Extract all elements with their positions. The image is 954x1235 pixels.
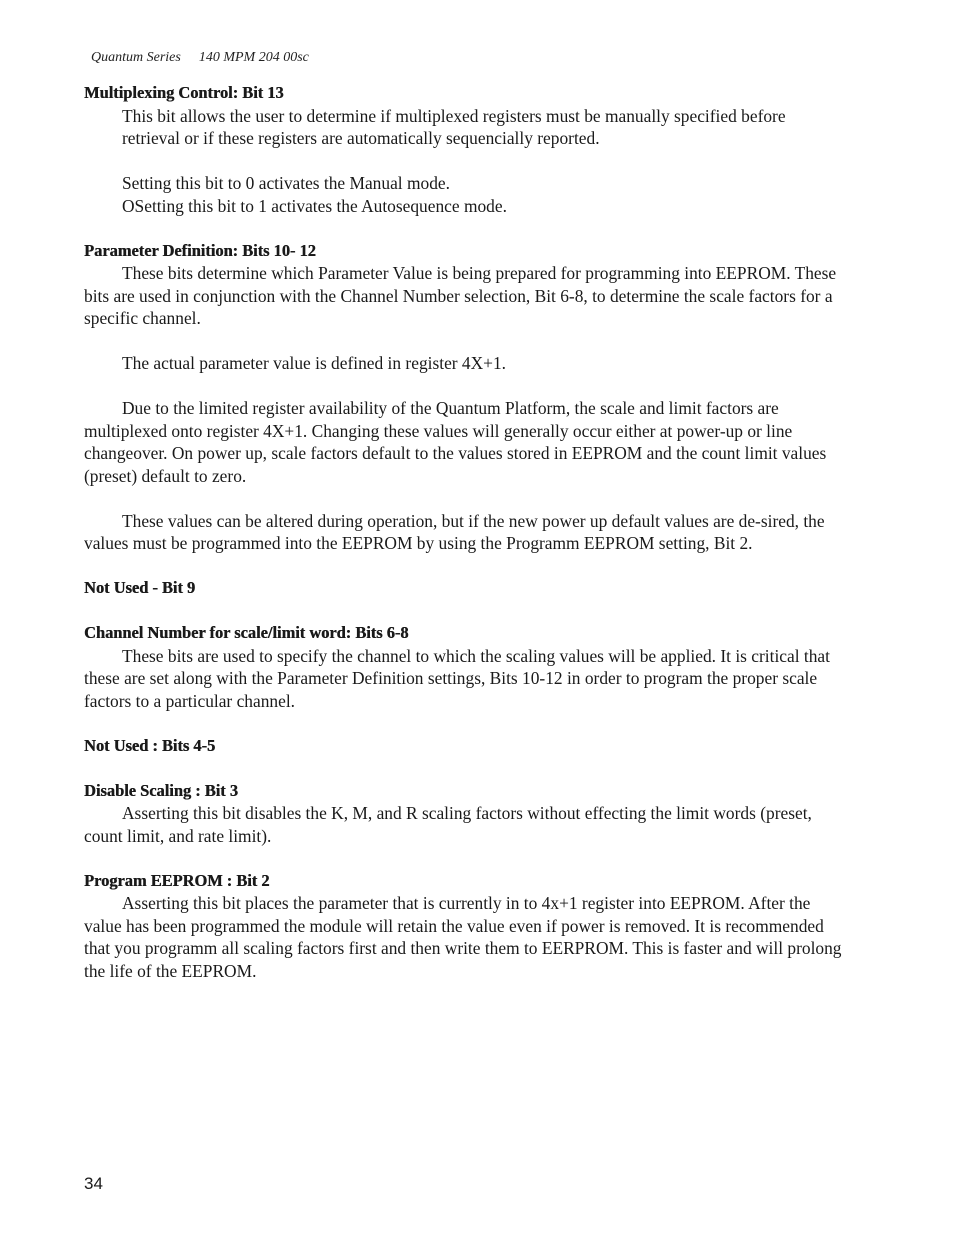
section-heading: Not Used : Bits 4-5 [84, 735, 216, 755]
header-model: 140 MPM 204 00sc [198, 50, 309, 65]
section-channel-number [84, 622, 844, 712]
paragraph: The actual parameter value is defined in register 4X+1. [122, 353, 507, 373]
paragraph: These values can be altered during operation, but if the new power up default values are de-sired, the values must be programmed into the EEPROM by using the Programm EEPROM setting, Bit 2. [84, 510, 825, 553]
paragraph: Asserting this bit disables the K, M, and R scaling factors without effecting the limit words (preset, count limit, and rate limit). [84, 803, 812, 846]
paragraph: Due to the limited register availability of the Quantum Platform, the scale and limit factors are multiplexed onto register 4X+1. Changing these values will generally occur either at power-up or line changeover. On power up, scale factors default to the values stored in EEPROM and the count limit values (preset) default to zero. [84, 398, 827, 486]
section-not-used-bits-4-5 [84, 735, 844, 758]
section-heading: Channel Number for scale/limit word: Bits 6-8 [84, 623, 409, 642]
paragraph: OSetting this bit to 1 activates the Autosequence mode. [122, 195, 507, 216]
section-heading: Multiplexing Control: Bit 13 [84, 83, 284, 102]
paragraph: This bit allows the user to determine if multiplexed registers must be manually specified before retrieval or if these registers are automatically sequencially reported. [122, 105, 786, 148]
section-heading: Not Used - Bit 9 [84, 578, 196, 597]
section-parameter-definition [84, 240, 844, 555]
section-disable-scaling [84, 780, 844, 848]
section-heading: Disable Scaling : Bit 3 [84, 780, 238, 800]
section-heading: Program EEPROM : Bit 2 [84, 870, 270, 890]
section-program-eeprom [84, 870, 844, 983]
section-heading: Parameter Definition: Bits 10- 12 [84, 240, 316, 260]
page-content [84, 82, 844, 982]
paragraph: Asserting this bit places the parameter that is currently in to 4x+1 register into EEPROM. After the value has been programmed the module will retain the value even if power is removed. It is recommended that you programm all scaling factors first and then write them to EERPROM. This is faster and will prolong the life of the EEPROM. [84, 893, 842, 981]
running-header [91, 49, 309, 67]
section-multiplexing [84, 82, 844, 217]
section-not-used-bit-9 [84, 577, 844, 600]
paragraph: Setting this bit to 0 activates the Manual mode. [122, 173, 450, 193]
paragraph: These bits determine which Parameter Value is being prepared for programming into EEPROM. These bits are used in conjunction with the Channel Number selection, Bit 6-8, to determine the scale factors for a specific channel. [84, 263, 837, 328]
page-number: 34 [84, 1174, 103, 1193]
header-series: Quantum Series [91, 50, 181, 65]
paragraph: These bits are used to specify the channel to which the scaling values will be applied. It is critical that these are set along with the Parameter Definition settings, Bits 10-12 in order to program the proper scale factors to a particular channel. [84, 645, 830, 711]
